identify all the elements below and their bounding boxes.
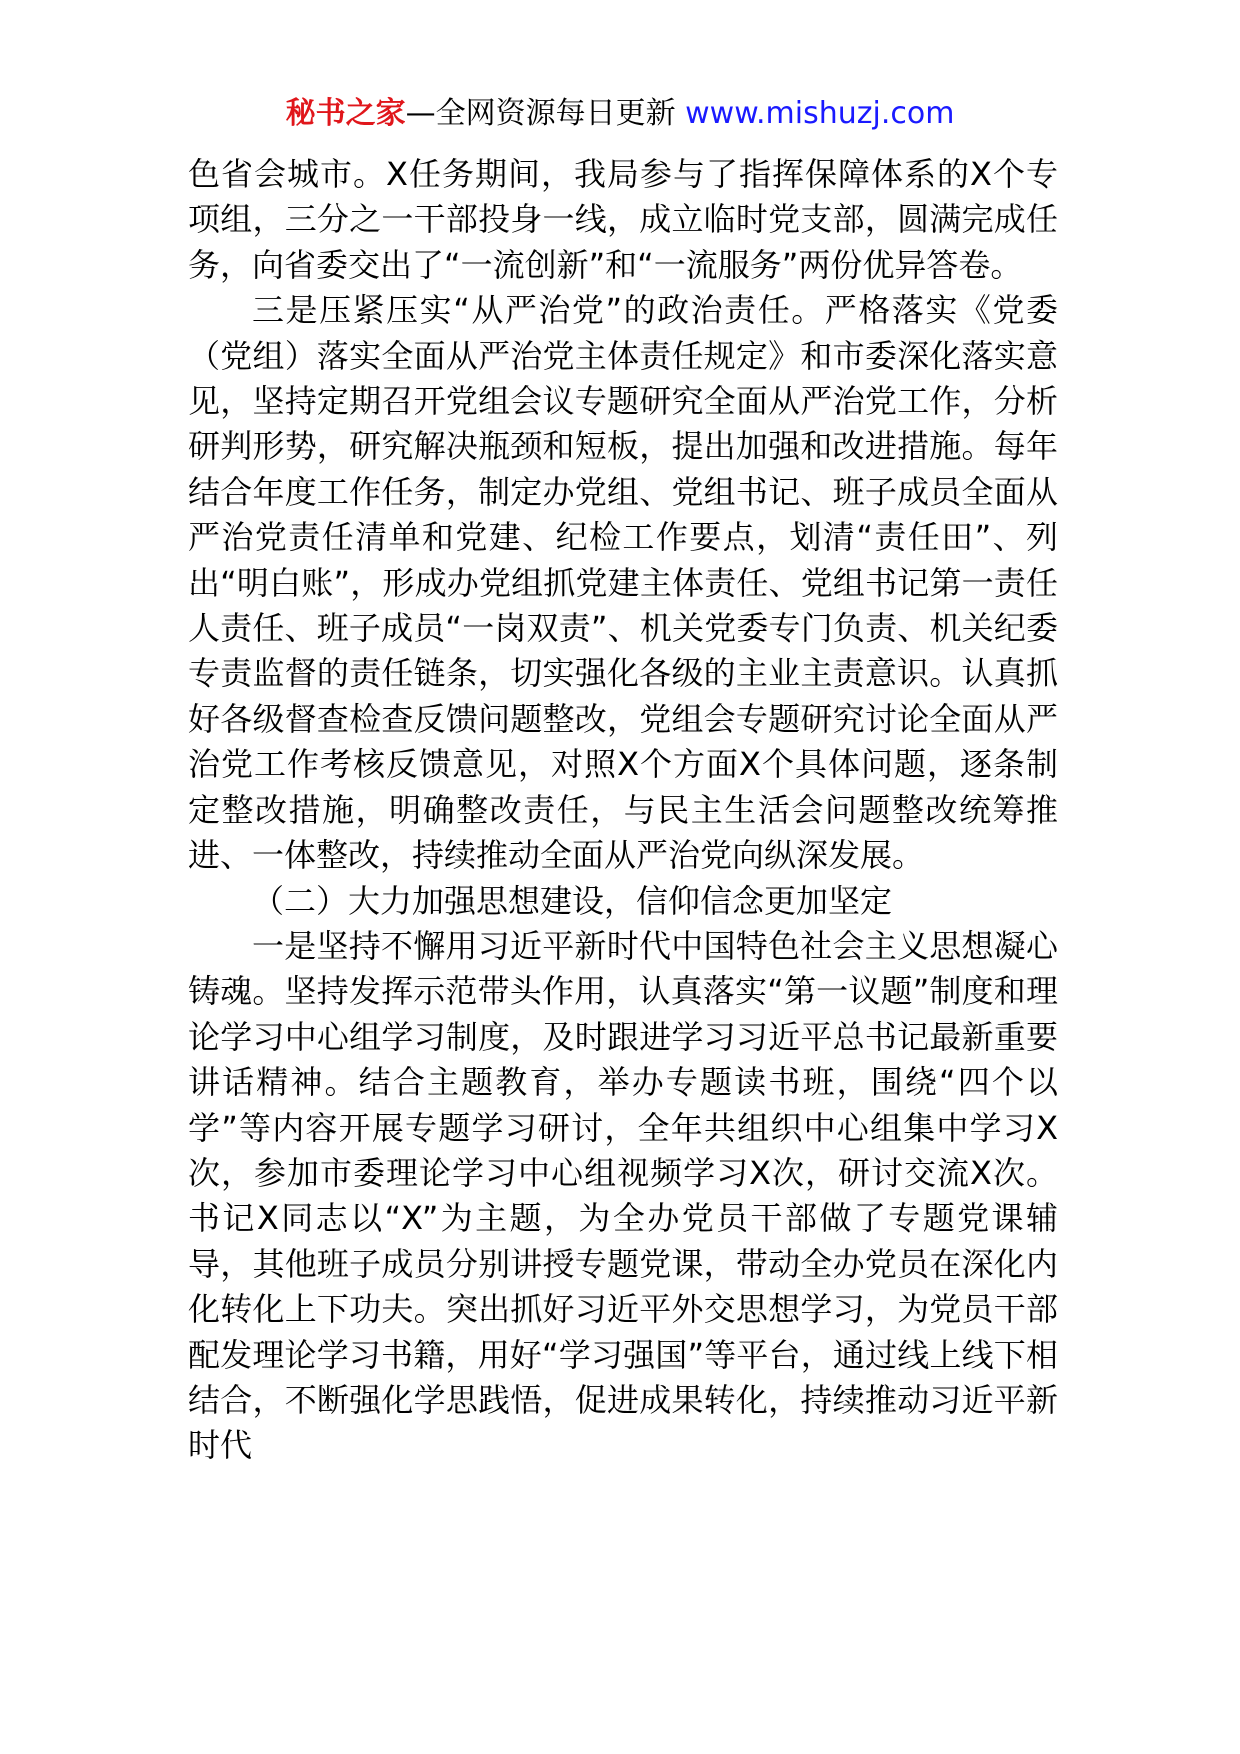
paragraph-continuation: 色省会城市。X任务期间，我局参与了指挥保障体系的X个专项组，三分之一干部投身一线，成立临时党支部，圆满完成任务，向省委交出了“一流创新”和“一流服务”两份优异答卷。 <box>188 155 1058 284</box>
page-header <box>0 94 1240 134</box>
document-body <box>188 152 1058 1469</box>
section-heading-ideology: （二）大力加强思想建设，信仰信念更加坚定 <box>252 881 893 920</box>
paragraph-party-responsibility: 三是压紧压实“从严治党”的政治责任。严格落实《党委（党组）落实全面从严治党主体责任规定》和市委深化落实意见，坚持定期召开党组会议专题研究全面从严治党工作，分析研判形势，研究解决瓶颈和短板，提出加强和改进措施。每年结合年度工作任务，制定办党组、党组书记、班子成员全面从严治党责任清单和党建、纪检工作要点，划清“责任田”、列出“明白账”，形成办党组抓党建主体责任、党组书记第一责任人责任、班子成员“一岗双责”、机关党委专门负责、机关纪委专责监督的责任链条，切实强化各级的主业主责意识。认真抓好各级督查检查反馈问题整改，党组会专题研究讨论全面从严治党工作考核反馈意见，对照X个方面X个具体问题，逐条制定整改措施，明确整改责任，与民主生活会问题整改统筹推进、一体整改，持续推动全面从严治党向纵深发展。 <box>188 291 1058 875</box>
brand-name: 秘书之家 <box>285 96 406 131</box>
website-link[interactable]: www.mishuzj.com <box>685 96 955 131</box>
header-tagline: —全网资源每日更新 <box>405 96 676 131</box>
paragraph-ideology: 一是坚持不懈用习近平新时代中国特色社会主义思想凝心铸魂。坚持发挥示范带头作用，认真落实“第一议题”制度和理论学习中心组学习制度，及时跟进学习习近平总书记最新重要讲话精神。结合主题教育，举办专题读书班，围绕“四个以学”等内容开展专题学习研讨，全年共组织中心组集中学习X次，参加市委理论学习中心组视频学习X次，研讨交流X次。书记X同志以“X”为主题，为全办党员干部做了专题党课辅导，其他班子成员分别讲授专题党课，带动全办党员在深化内化转化上下功夫。突出抓好习近平外交思想学习，为党员干部配发理论学习书籍，用好“学习强国”等平台，通过线上线下相结合，不断强化学思践悟，促进成果转化，持续推动习近平新时代 <box>188 926 1058 1465</box>
